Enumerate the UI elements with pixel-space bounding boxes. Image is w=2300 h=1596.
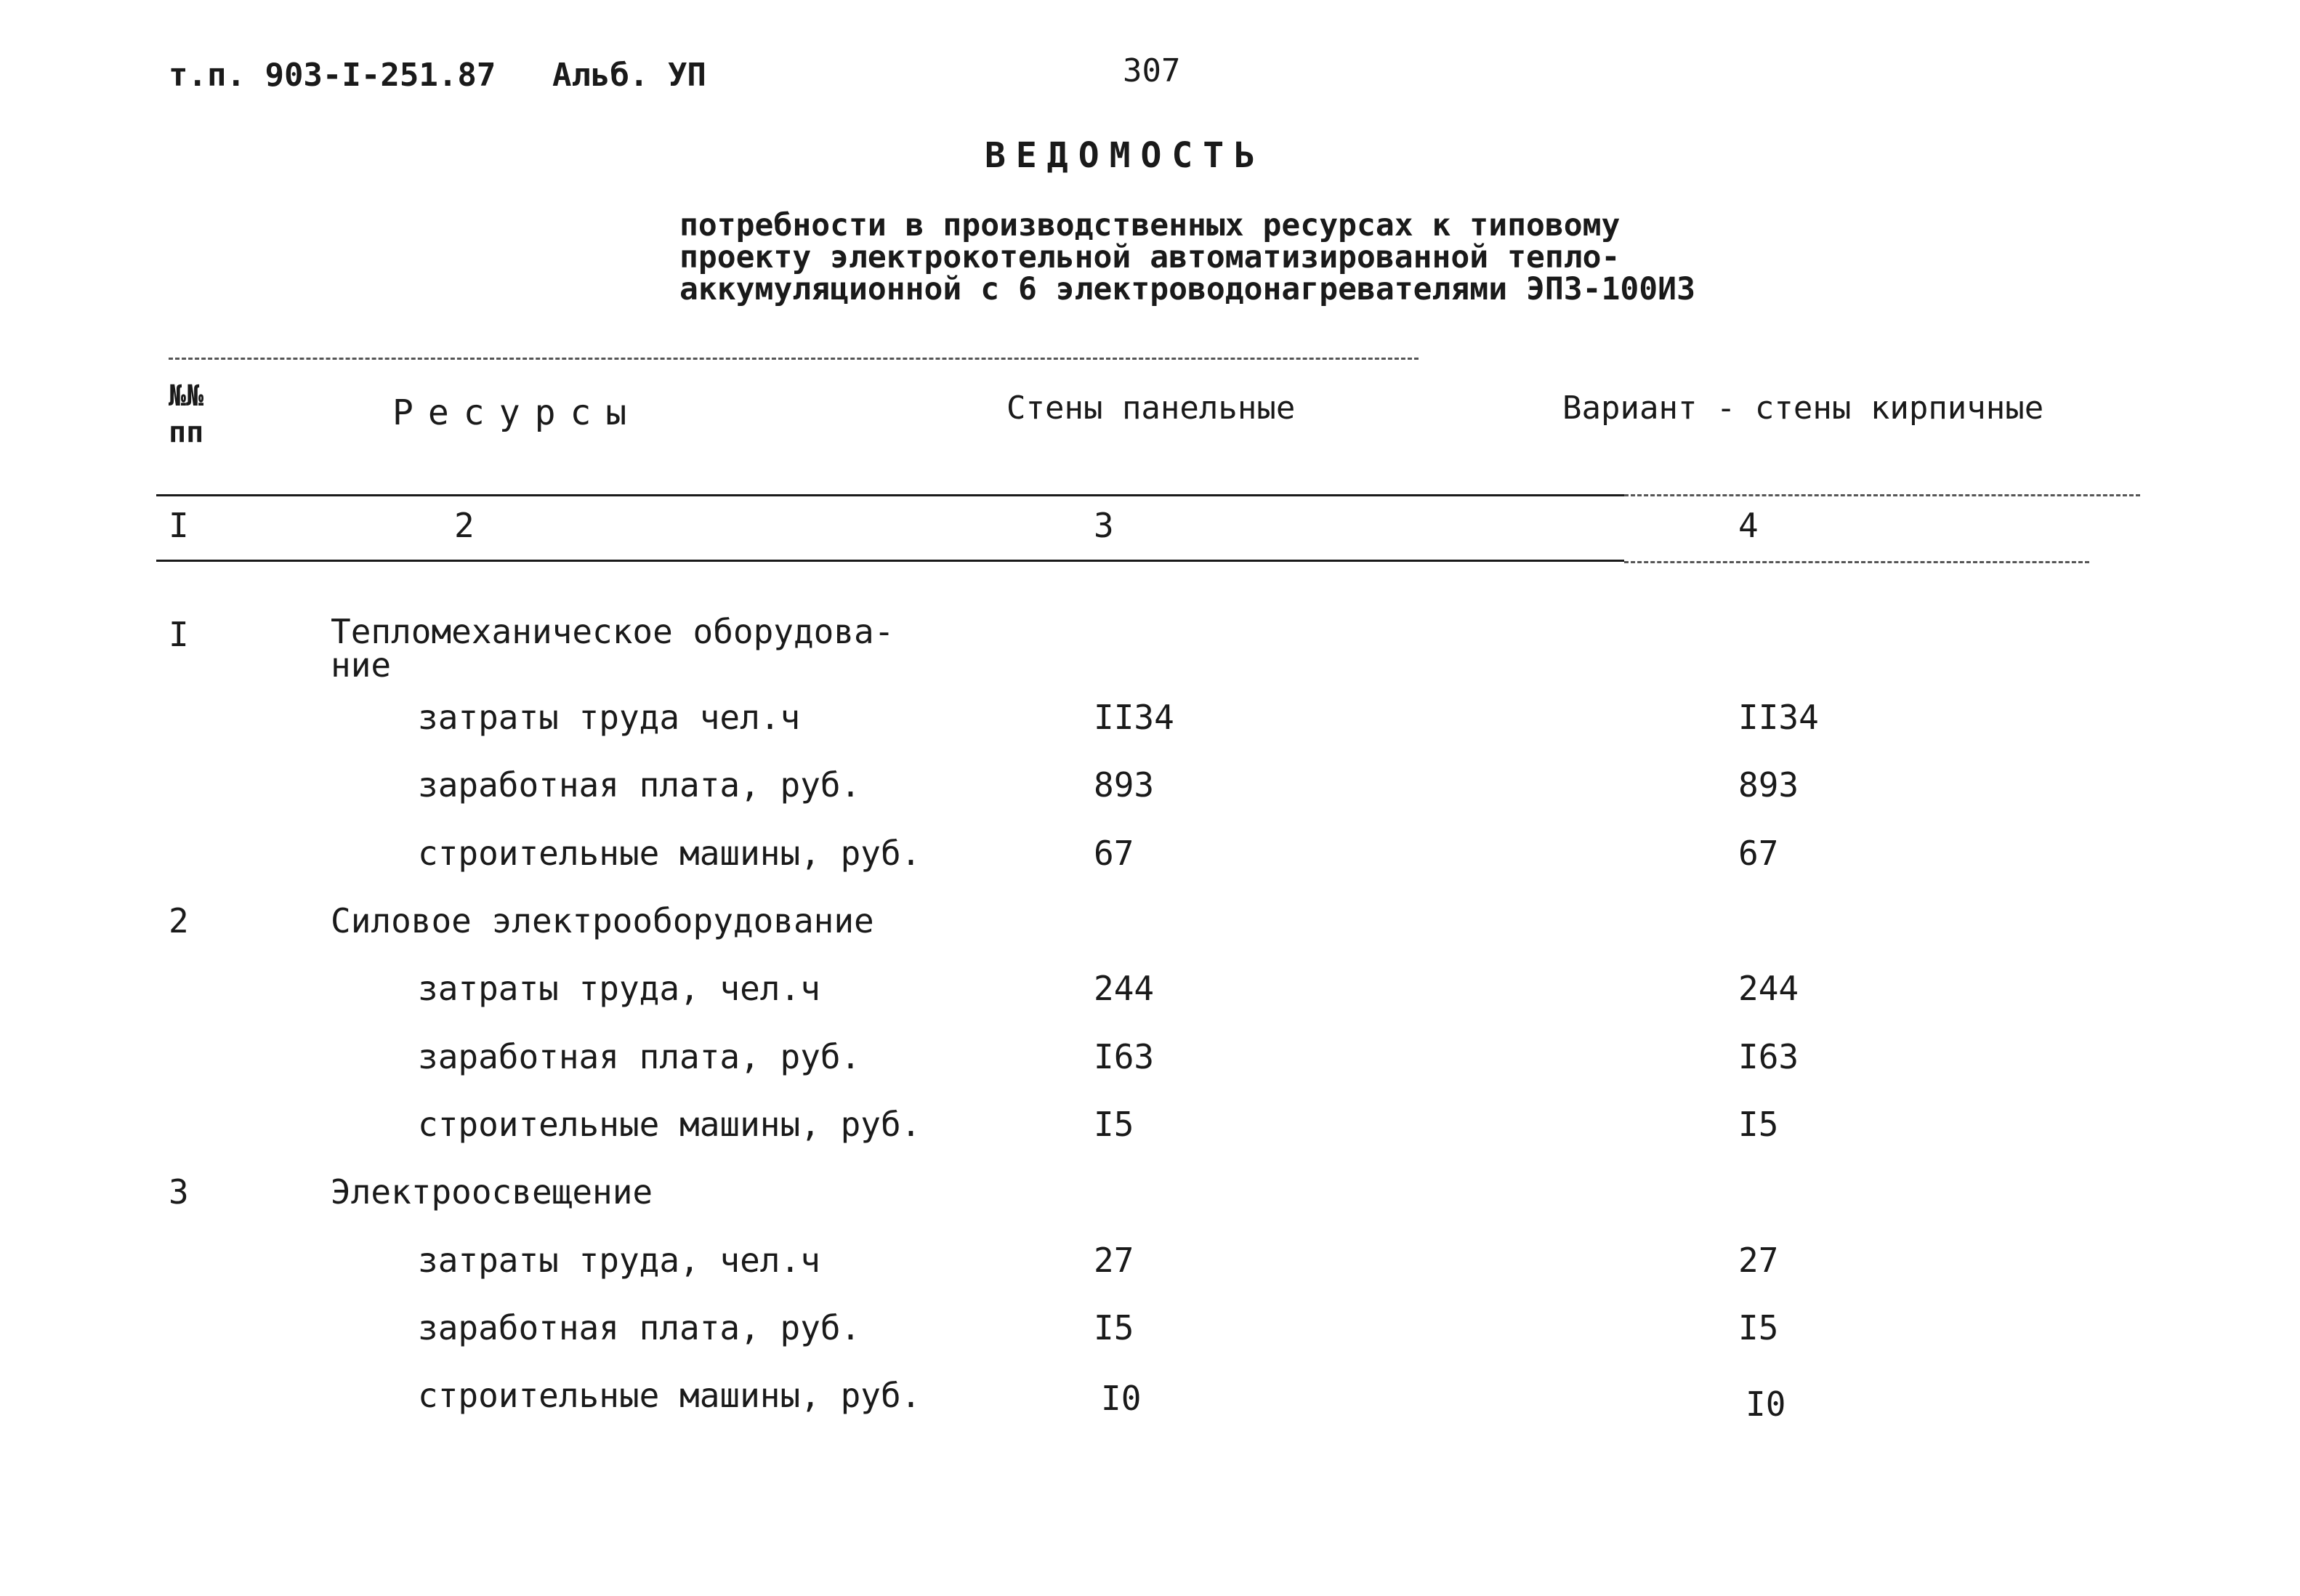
- row-label: строительные машины, руб.: [418, 1105, 921, 1144]
- top-rule: [169, 358, 1419, 360]
- column-number-4: 4: [1738, 506, 1759, 545]
- row-value-panel: 893: [1094, 765, 1155, 805]
- section-number: 2: [169, 901, 189, 940]
- section-number: I: [169, 615, 189, 654]
- column-number-rule: [156, 560, 1624, 562]
- section-number: 3: [169, 1172, 189, 1212]
- row-value-brick: 244: [1738, 969, 1799, 1008]
- document-subtitle: [679, 209, 1695, 305]
- row-value-panel: 67: [1094, 834, 1134, 873]
- row-value-panel: 27: [1094, 1241, 1134, 1280]
- album-label: Альб. УП: [552, 57, 706, 94]
- column-number-3: 3: [1094, 506, 1114, 545]
- row-value-panel: II34: [1094, 698, 1174, 737]
- row-value-brick: I63: [1738, 1037, 1799, 1076]
- row-value-panel: I63: [1094, 1037, 1155, 1076]
- row-label: заработная плата, руб.: [418, 1308, 861, 1347]
- row-value-brick: II34: [1738, 698, 1819, 737]
- document-reference: т.п. 903-I-251.87: [169, 57, 496, 94]
- column-number-1: I: [169, 506, 189, 545]
- section-name-line: Тепломеханическое оборудова-: [331, 612, 895, 651]
- subtitle-line-2: проекту электрокотельной автоматизированной тепло-: [679, 239, 1621, 275]
- row-value-brick: 67: [1738, 834, 1779, 873]
- header-rule-dashed: [1624, 494, 2140, 496]
- header-num-line-1: №№: [169, 379, 204, 413]
- row-value-panel: 244: [1094, 969, 1155, 1008]
- header-rule: [156, 494, 1624, 496]
- header-brick-walls: Вариант - стены кирпичные: [1562, 390, 2044, 427]
- row-value-panel: I0: [1101, 1379, 1142, 1418]
- column-number-2: 2: [454, 506, 475, 545]
- row-label: строительные машины, руб.: [418, 1376, 921, 1415]
- column-number-rule-dashed: [1624, 561, 2089, 563]
- section-name: Электроосвещение: [331, 1172, 653, 1212]
- row-label: заработная плата, руб.: [418, 765, 861, 805]
- header-panel-walls: Стены панельные: [1006, 390, 1296, 427]
- row-label: затраты труда чел.ч: [418, 698, 801, 737]
- row-label: затраты труда, чел.ч: [418, 1241, 820, 1280]
- row-value-brick: 893: [1738, 765, 1799, 805]
- page-number: 307: [1123, 52, 1181, 89]
- row-label: заработная плата, руб.: [418, 1037, 861, 1076]
- row-value-brick: I0: [1746, 1385, 1786, 1424]
- header-num: [169, 378, 203, 451]
- row-value-panel: I5: [1094, 1105, 1134, 1144]
- subtitle-line-1: потребности в производственных ресурсах к типовому: [679, 207, 1621, 243]
- row-label: затраты труда, чел.ч: [418, 969, 820, 1008]
- section-name-line: ние: [331, 645, 392, 685]
- section-name: [331, 612, 895, 685]
- document-title: ВЕДОМОСТЬ: [985, 135, 1266, 176]
- subtitle-line-3: аккумуляционной с 6 электроводонагревателями ЭПЗ-100И3: [679, 271, 1695, 307]
- row-value-brick: I5: [1738, 1105, 1779, 1144]
- header-resource: Ресурсы: [392, 392, 642, 433]
- row-label: строительные машины, руб.: [418, 834, 921, 873]
- row-value-panel: I5: [1094, 1308, 1134, 1347]
- row-value-brick: I5: [1738, 1308, 1779, 1347]
- row-value-brick: 27: [1738, 1241, 1779, 1280]
- section-name: Силовое электрооборудование: [331, 901, 874, 940]
- header-num-line-2: пп: [169, 416, 204, 449]
